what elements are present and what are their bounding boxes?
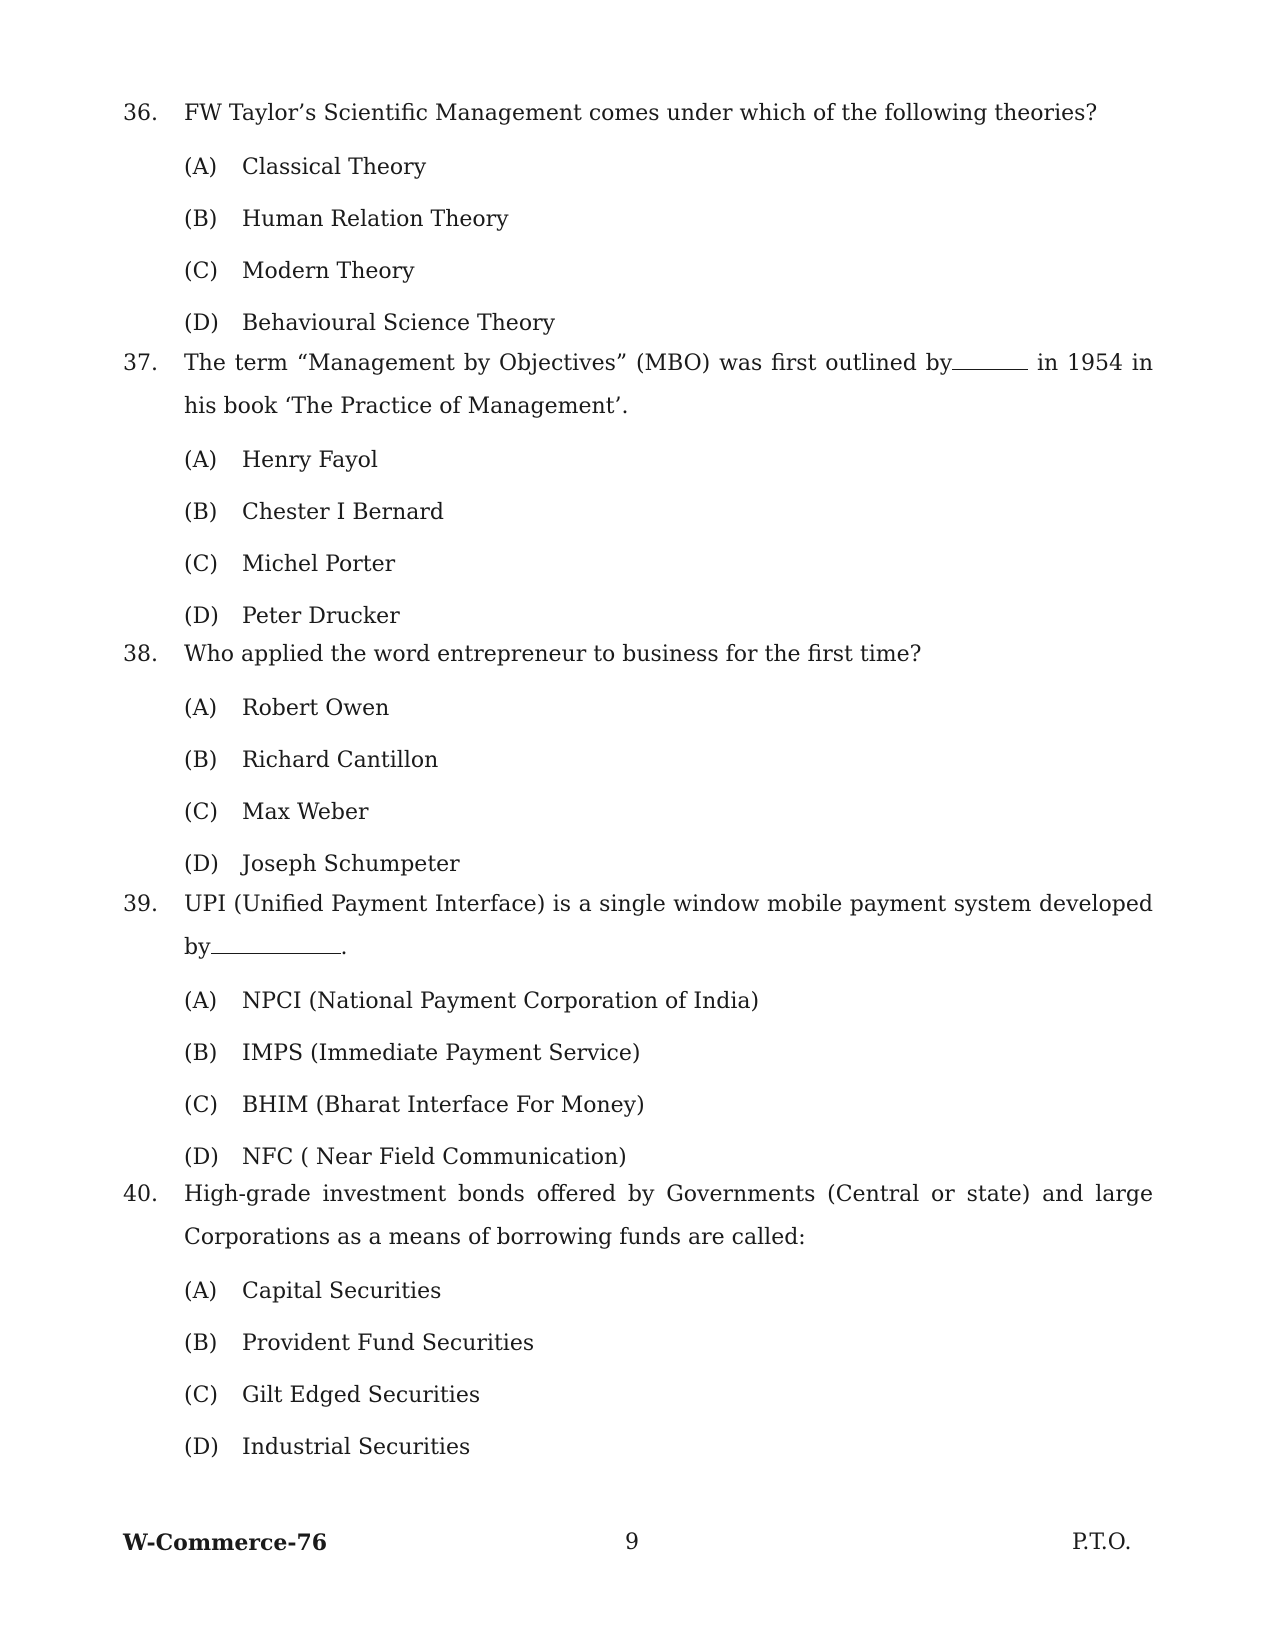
option-text: Human Relation Theory <box>242 207 509 232</box>
question-number: 38. <box>123 642 158 667</box>
question-number: 37. <box>123 351 158 376</box>
option-b <box>123 1028 1153 1080</box>
option-label: (D) <box>184 604 219 629</box>
option-text: Industrial Securities <box>242 1435 471 1460</box>
option-label: (D) <box>184 1435 219 1460</box>
question-number: 36. <box>123 101 158 126</box>
option-c <box>123 539 1153 591</box>
option-label: (B) <box>184 207 218 232</box>
option-label: (A) <box>184 155 218 180</box>
option-c <box>123 246 1153 298</box>
option-label: (B) <box>184 748 218 773</box>
question-text: High-grade investment bonds offered by Governments (Central or state) and large Corporations as a means of borrowing funds are called: <box>184 1182 1153 1250</box>
question-40 <box>123 1173 1153 1474</box>
option-text: Provident Fund Securities <box>242 1331 535 1356</box>
option-c <box>123 787 1153 839</box>
page-number: 9 <box>625 1530 639 1555</box>
option-text: Robert Owen <box>242 696 390 721</box>
option-label: (A) <box>184 1279 218 1304</box>
option-text: Joseph Schumpeter <box>242 852 460 877</box>
paper-code: W-Commerce-76 <box>123 1530 328 1556</box>
option-text: Chester I Bernard <box>242 500 444 525</box>
question-37 <box>123 342 1153 643</box>
option-text: Peter Drucker <box>242 604 400 629</box>
option-text: NFC ( Near Field Communication) <box>242 1145 627 1170</box>
option-label: (A) <box>184 448 218 473</box>
question-stem <box>123 92 1153 135</box>
option-a <box>123 142 1153 194</box>
option-c <box>123 1080 1153 1132</box>
question-text <box>184 883 1153 969</box>
option-text: NPCI (National Payment Corporation of India) <box>242 989 760 1014</box>
please-turn-over: P.T.O. <box>1072 1530 1132 1555</box>
option-label: (C) <box>184 800 218 825</box>
option-a <box>123 683 1153 735</box>
option-d <box>123 1422 1153 1474</box>
question-stem <box>123 1173 1153 1259</box>
answer-blank <box>952 343 1028 370</box>
option-label: (D) <box>184 1145 219 1170</box>
question-text: FW Taylor’s Scientific Management comes under which of the following theories? <box>184 101 1098 126</box>
option-a <box>123 435 1153 487</box>
option-text: Classical Theory <box>242 155 427 180</box>
option-text: Gilt Edged Securities <box>242 1383 481 1408</box>
question-stem <box>123 633 1153 676</box>
question-text-after: in 1954 in his book ‘The Practice of Management’. <box>184 351 1153 419</box>
option-text: BHIM (Bharat Interface For Money) <box>242 1093 645 1118</box>
option-label: (B) <box>184 500 218 525</box>
question-text-before: The term “Management by Objectives” (MBO) was first outlined by <box>184 351 953 376</box>
question-text: Who applied the word entrepreneur to business for the first time? <box>184 642 922 667</box>
question-stem <box>123 883 1153 969</box>
option-label: (B) <box>184 1041 218 1066</box>
question-number: 39. <box>123 892 158 917</box>
option-text: Behavioural Science Theory <box>242 311 556 336</box>
question-39 <box>123 883 1153 1184</box>
option-b <box>123 487 1153 539</box>
option-c <box>123 1370 1153 1422</box>
option-a <box>123 1266 1153 1318</box>
option-text: Max Weber <box>242 800 369 825</box>
option-b <box>123 1318 1153 1370</box>
option-text: Capital Securities <box>242 1279 442 1304</box>
option-b <box>123 194 1153 246</box>
option-label: (C) <box>184 552 218 577</box>
question-text-after: . <box>340 935 348 960</box>
option-label: (D) <box>184 852 219 877</box>
option-text: Michel Porter <box>242 552 396 577</box>
option-text: Henry Fayol <box>242 448 378 473</box>
question-36 <box>123 92 1153 350</box>
question-38 <box>123 633 1153 891</box>
question-text <box>184 342 1153 428</box>
question-number: 40. <box>123 1182 158 1207</box>
option-label: (C) <box>184 1383 218 1408</box>
option-label: (B) <box>184 1331 218 1356</box>
option-label: (A) <box>184 989 218 1014</box>
option-label: (C) <box>184 259 218 284</box>
option-text: IMPS (Immediate Payment Service) <box>242 1041 641 1066</box>
option-label: (A) <box>184 696 218 721</box>
question-text-before: UPI (Unified Payment Interface) is a single window mobile payment system developed by <box>184 892 1153 960</box>
question-stem <box>123 342 1153 428</box>
option-text: Richard Cantillon <box>242 748 439 773</box>
answer-blank <box>211 927 341 954</box>
option-label: (D) <box>184 311 219 336</box>
option-text: Modern Theory <box>242 259 415 284</box>
option-a <box>123 976 1153 1028</box>
option-label: (C) <box>184 1093 218 1118</box>
option-b <box>123 735 1153 787</box>
